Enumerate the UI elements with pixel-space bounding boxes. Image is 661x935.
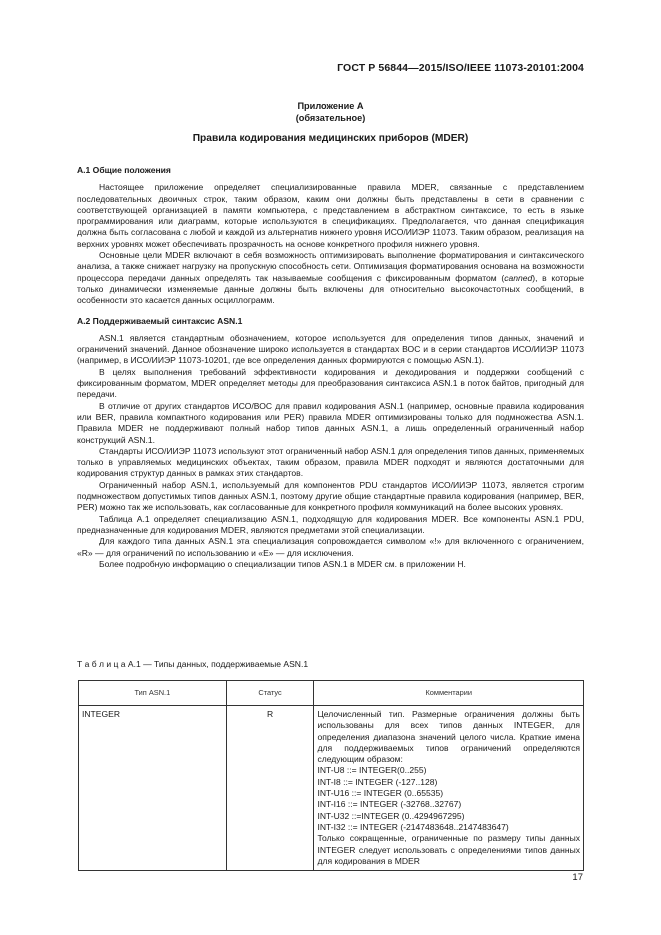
section-a2-paragraph-8: Более подробную информацию о специализации типов ASN.1 в MDER см. в приложении Н.: [99, 558, 466, 569]
table-caption-text: — Типы данных, поддерживаемые ASN.1: [140, 659, 309, 669]
table-row: [79, 706, 584, 871]
cell-comments: [314, 706, 584, 871]
section-a2-paragraph-2: В целях выполнения требований эффективности кодирования и декодирования и поддержки сообщений с фиксированным форматом, MDER определяет методы для преобразования синтаксиса ASN.1 в поток байтов, пригодный для передачи.: [77, 366, 584, 400]
section-a2-paragraph-1: ASN.1 является стандартным обозначением, которое используется для определения типов данных, значений и ограничений значений. Данное обозначение широко используется в стандартах ВОС и в серии стандартов ИСО/ИИЭР 11073 (например, в ИСО/ИИЭР 11073-10201, где все определения данных формируются с помощью ASN.1).: [77, 332, 584, 366]
type-definition: INT-U32 ::=INTEGER (0..4294967295): [317, 810, 465, 821]
section-a1-heading: А.1 Общие положения: [77, 165, 171, 175]
cell-status: R: [226, 706, 314, 871]
comment-outro: Только сокращенные, ограниченные по размеру типы данных INTEGER следует использовать с определениями типов данных для кодирования в MDER: [317, 833, 580, 866]
document-body: [77, 165, 584, 570]
section-a2-heading: А.2 Поддерживаемый синтаксис ASN.1: [77, 315, 243, 326]
section-a2-paragraph-6: Таблица А.1 определяет специализацию ASN.1, подходящую для кодирования MDER. Все компоненты ASN.1 PDU, предназначенные для кодирования MDER, являются предметами этой специализации.: [77, 513, 584, 535]
asn1-types-table: [78, 680, 584, 871]
page-number: 17: [572, 872, 583, 883]
cell-type: INTEGER: [79, 706, 227, 871]
type-definition: INT-I16 ::= INTEGER (-32768..32767): [317, 799, 462, 810]
comment-intro: Целочисленный тип. Размерные ограничения должны быть использованы для всех типов данных INTEGER, для определения диапазона значений целого числа. Краткие имена для поддерживаемых типов ограничений определяются следующим образом:: [317, 709, 580, 765]
document-header: ГОСТ Р 56844—2015/ISO/IEEE 11073-20101:2004: [337, 62, 584, 74]
italic-term: canned: [504, 272, 533, 283]
section-a2-paragraph-5: Ограниченный набор ASN.1, используемый для компонентов PDU стандартов ИСО/ИИЭР 11073, является строгим подмножеством допустимых типов данных ASN.1, поэтому другие общие стандартные правила кодирования (например, BER, PER) можно так же использовать, как согласованные для конкретного профиля коммуникаций на более высоких уровнях.: [77, 479, 584, 513]
table-caption: [77, 659, 308, 669]
main-title: Правила кодирования медицинских приборов (MDER): [192, 133, 469, 144]
section-a2-paragraph-3: В отличие от других стандартов ИСО/ВОС для правил кодирования ASN.1 (например, основные правила кодирования или BER, правила компактного кодирования или PER) правила MDER оптимизированы только для подмножества ASN.1. Правила MDER не поддерживают полный набор типов данных ASN.1, а лишь определенный ограниченный набор конструкций ASN.1.: [77, 400, 584, 445]
paragraph-text: Основные цели MDER включают в себя возможность оптимизировать выполнение форматирования и синтаксического анализа, а также снижает нагрузку на пропускную способность сети. Оптимизация форматирования основана на возможности процессора передачи данных определять так называемые сообщения с фиксированным форматом (: [77, 250, 584, 283]
annex-title: Приложение А: [297, 101, 364, 111]
type-definition: INT-U16 ::= INTEGER (0..65535): [317, 788, 444, 799]
type-definition: INT-U8 ::= INTEGER(0..255): [317, 765, 427, 776]
paragraph-text: ), в которые только динамически изменяемые данные должны быть включены для относительно высокочастотных сообщений, в особенности это касается данных осциллограмм.: [77, 272, 585, 306]
section-a2-paragraph-4: Стандарты ИСО/ИИЭР 11073 используют этот ограниченный набор ASN.1 для определения типов данных, применяемых только в управляемых медицинских объектах, таким образом, правила MDER подходят и являются достаточными для кодирования структур данных в рамках этих стандартов.: [77, 445, 584, 479]
table-caption-prefix: Т а б л и ц а А.1: [77, 659, 141, 669]
column-header-type: Тип ASN.1: [79, 681, 227, 706]
section-a2-paragraph-7: Для каждого типа данных ASN.1 эта специализация сопровождается символом «!» для включенного с ограничением, «R» — для ограничений по использованию и «E» — для исключения.: [77, 536, 584, 558]
annex-heading: [0, 100, 661, 124]
section-a1-paragraph-1: Настоящее приложение определяет специализированные правила MDER, связанные с представлением последовательных двоичных строк, таким образом, каким они должны быть представлены в сети в сравнении с соответствующей организацией в памяти компьютера, с представлением в абстрактном синтаксисе, то есть в языке программирования или диаграмм, которые используются в спецификациях. Предполагается, что данная спецификация должна быть согласована с любой и каждой из альтернатив нижнего уровня ИСО/ИИЭР 11073. Таким образом, реализация на верхних уровнях может обеспечивать прозрачность на основе конкретного профиля нижнего уровня.: [77, 182, 584, 249]
column-header-status: Статус: [226, 681, 314, 706]
section-a1-paragraph-2: [77, 250, 584, 306]
table-header-row: [79, 681, 584, 706]
type-definition: INT-I8 ::= INTEGER (-127..128): [317, 776, 438, 787]
column-header-comments: Комментарии: [314, 681, 584, 706]
annex-subtitle: (обязательное): [295, 113, 366, 123]
type-definition: INT-I32 ::= INTEGER (-2147483648..2147483647): [317, 821, 509, 832]
